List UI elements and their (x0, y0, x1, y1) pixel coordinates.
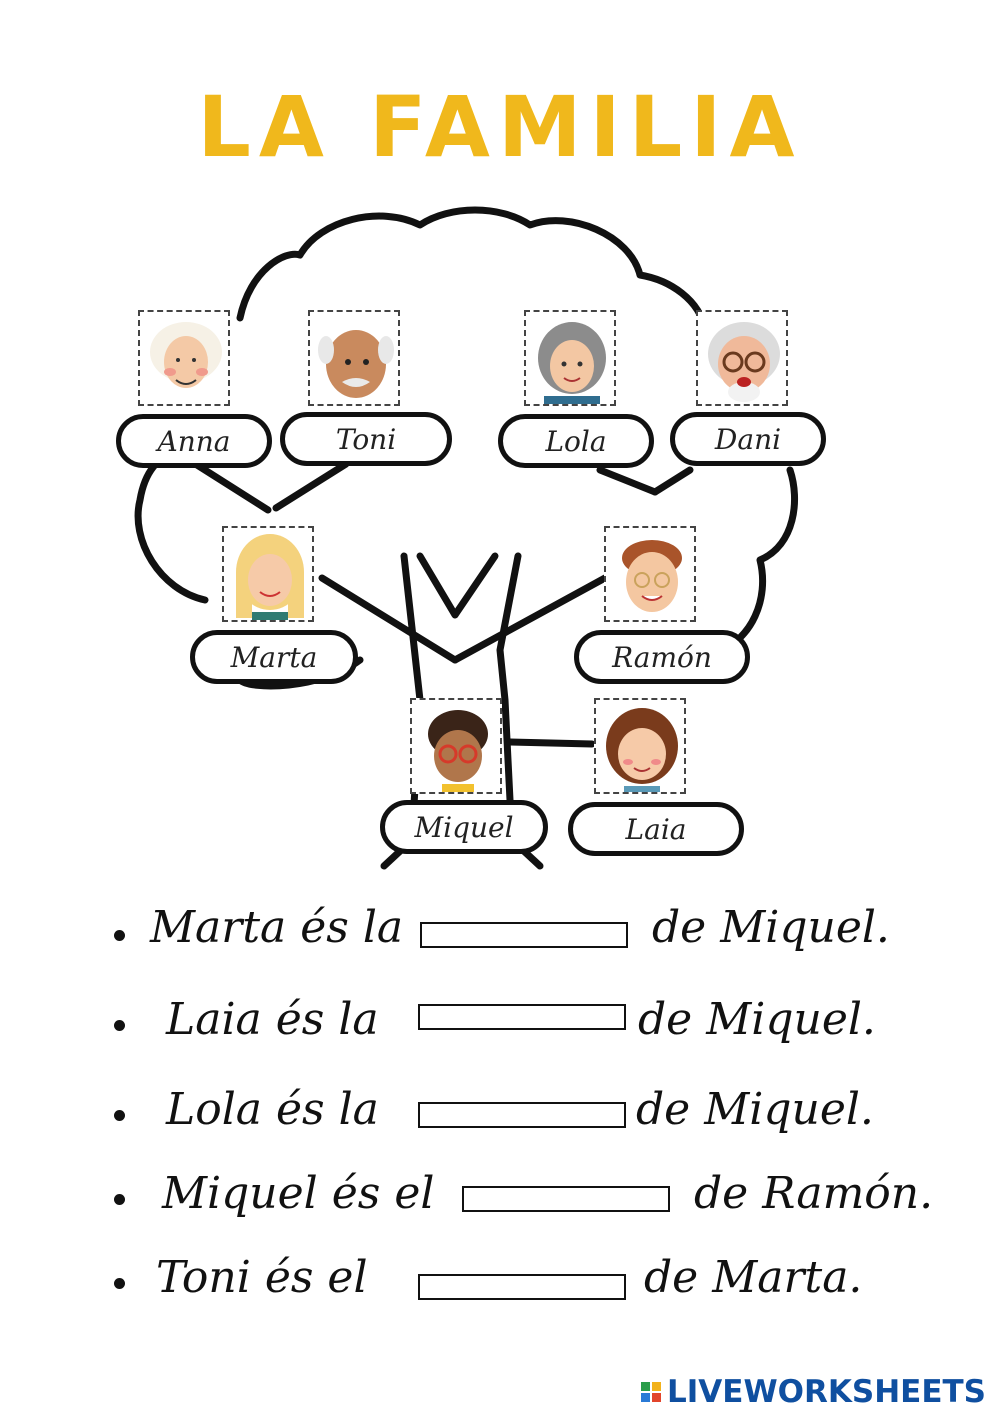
name-label-ramon: Ramón (574, 630, 750, 684)
sentence-1-after: de Miquel. (652, 902, 890, 953)
bullet-2 (114, 1020, 125, 1031)
bullet-5 (114, 1278, 125, 1289)
sentence-2-after: de Miquel. (638, 994, 876, 1045)
name-label-dani: Dani (670, 412, 826, 466)
answer-field-4[interactable] (462, 1186, 670, 1212)
portrait-toni (308, 310, 400, 406)
sentence-4-before: Miquel és el (162, 1168, 435, 1219)
sentence-4-after: de Ramón. (694, 1168, 934, 1219)
bullet-1 (114, 930, 125, 941)
sentence-1-before: Marta és la (150, 902, 404, 953)
brand-footer (641, 1374, 986, 1410)
name-label-lola: Lola (498, 414, 654, 468)
bullet-3 (114, 1110, 125, 1121)
answer-field-1[interactable] (420, 922, 628, 948)
sentence-5-before: Toni és el (156, 1252, 368, 1303)
name-label-laia: Laia (568, 802, 744, 856)
name-label-marta: Marta (190, 630, 358, 684)
portrait-lola (524, 310, 616, 406)
name-label-anna: Anna (116, 414, 272, 468)
liveworksheets-logo-icon (641, 1382, 661, 1402)
sentence-3-before: Lola és la (166, 1084, 379, 1135)
sentence-2-before: Laia és la (166, 994, 379, 1045)
portrait-anna (138, 310, 230, 406)
portrait-dani (696, 310, 788, 406)
portrait-miquel (410, 698, 502, 794)
answer-field-5[interactable] (418, 1274, 626, 1300)
sentence-5-after: de Marta. (644, 1252, 863, 1303)
name-label-miquel: Miquel (380, 800, 548, 854)
portrait-marta (222, 526, 314, 622)
portrait-laia (594, 698, 686, 794)
answer-field-2[interactable] (418, 1004, 626, 1030)
portrait-ramon (604, 526, 696, 622)
answer-field-3[interactable] (418, 1102, 626, 1128)
name-label-toni: Toni (280, 412, 452, 466)
sentence-3-after: de Miquel. (636, 1084, 874, 1135)
brand-name: LIVEWORKSHEETS (667, 1374, 986, 1410)
bullet-4 (114, 1194, 125, 1205)
page-title: LA FAMILIA (197, 78, 803, 176)
